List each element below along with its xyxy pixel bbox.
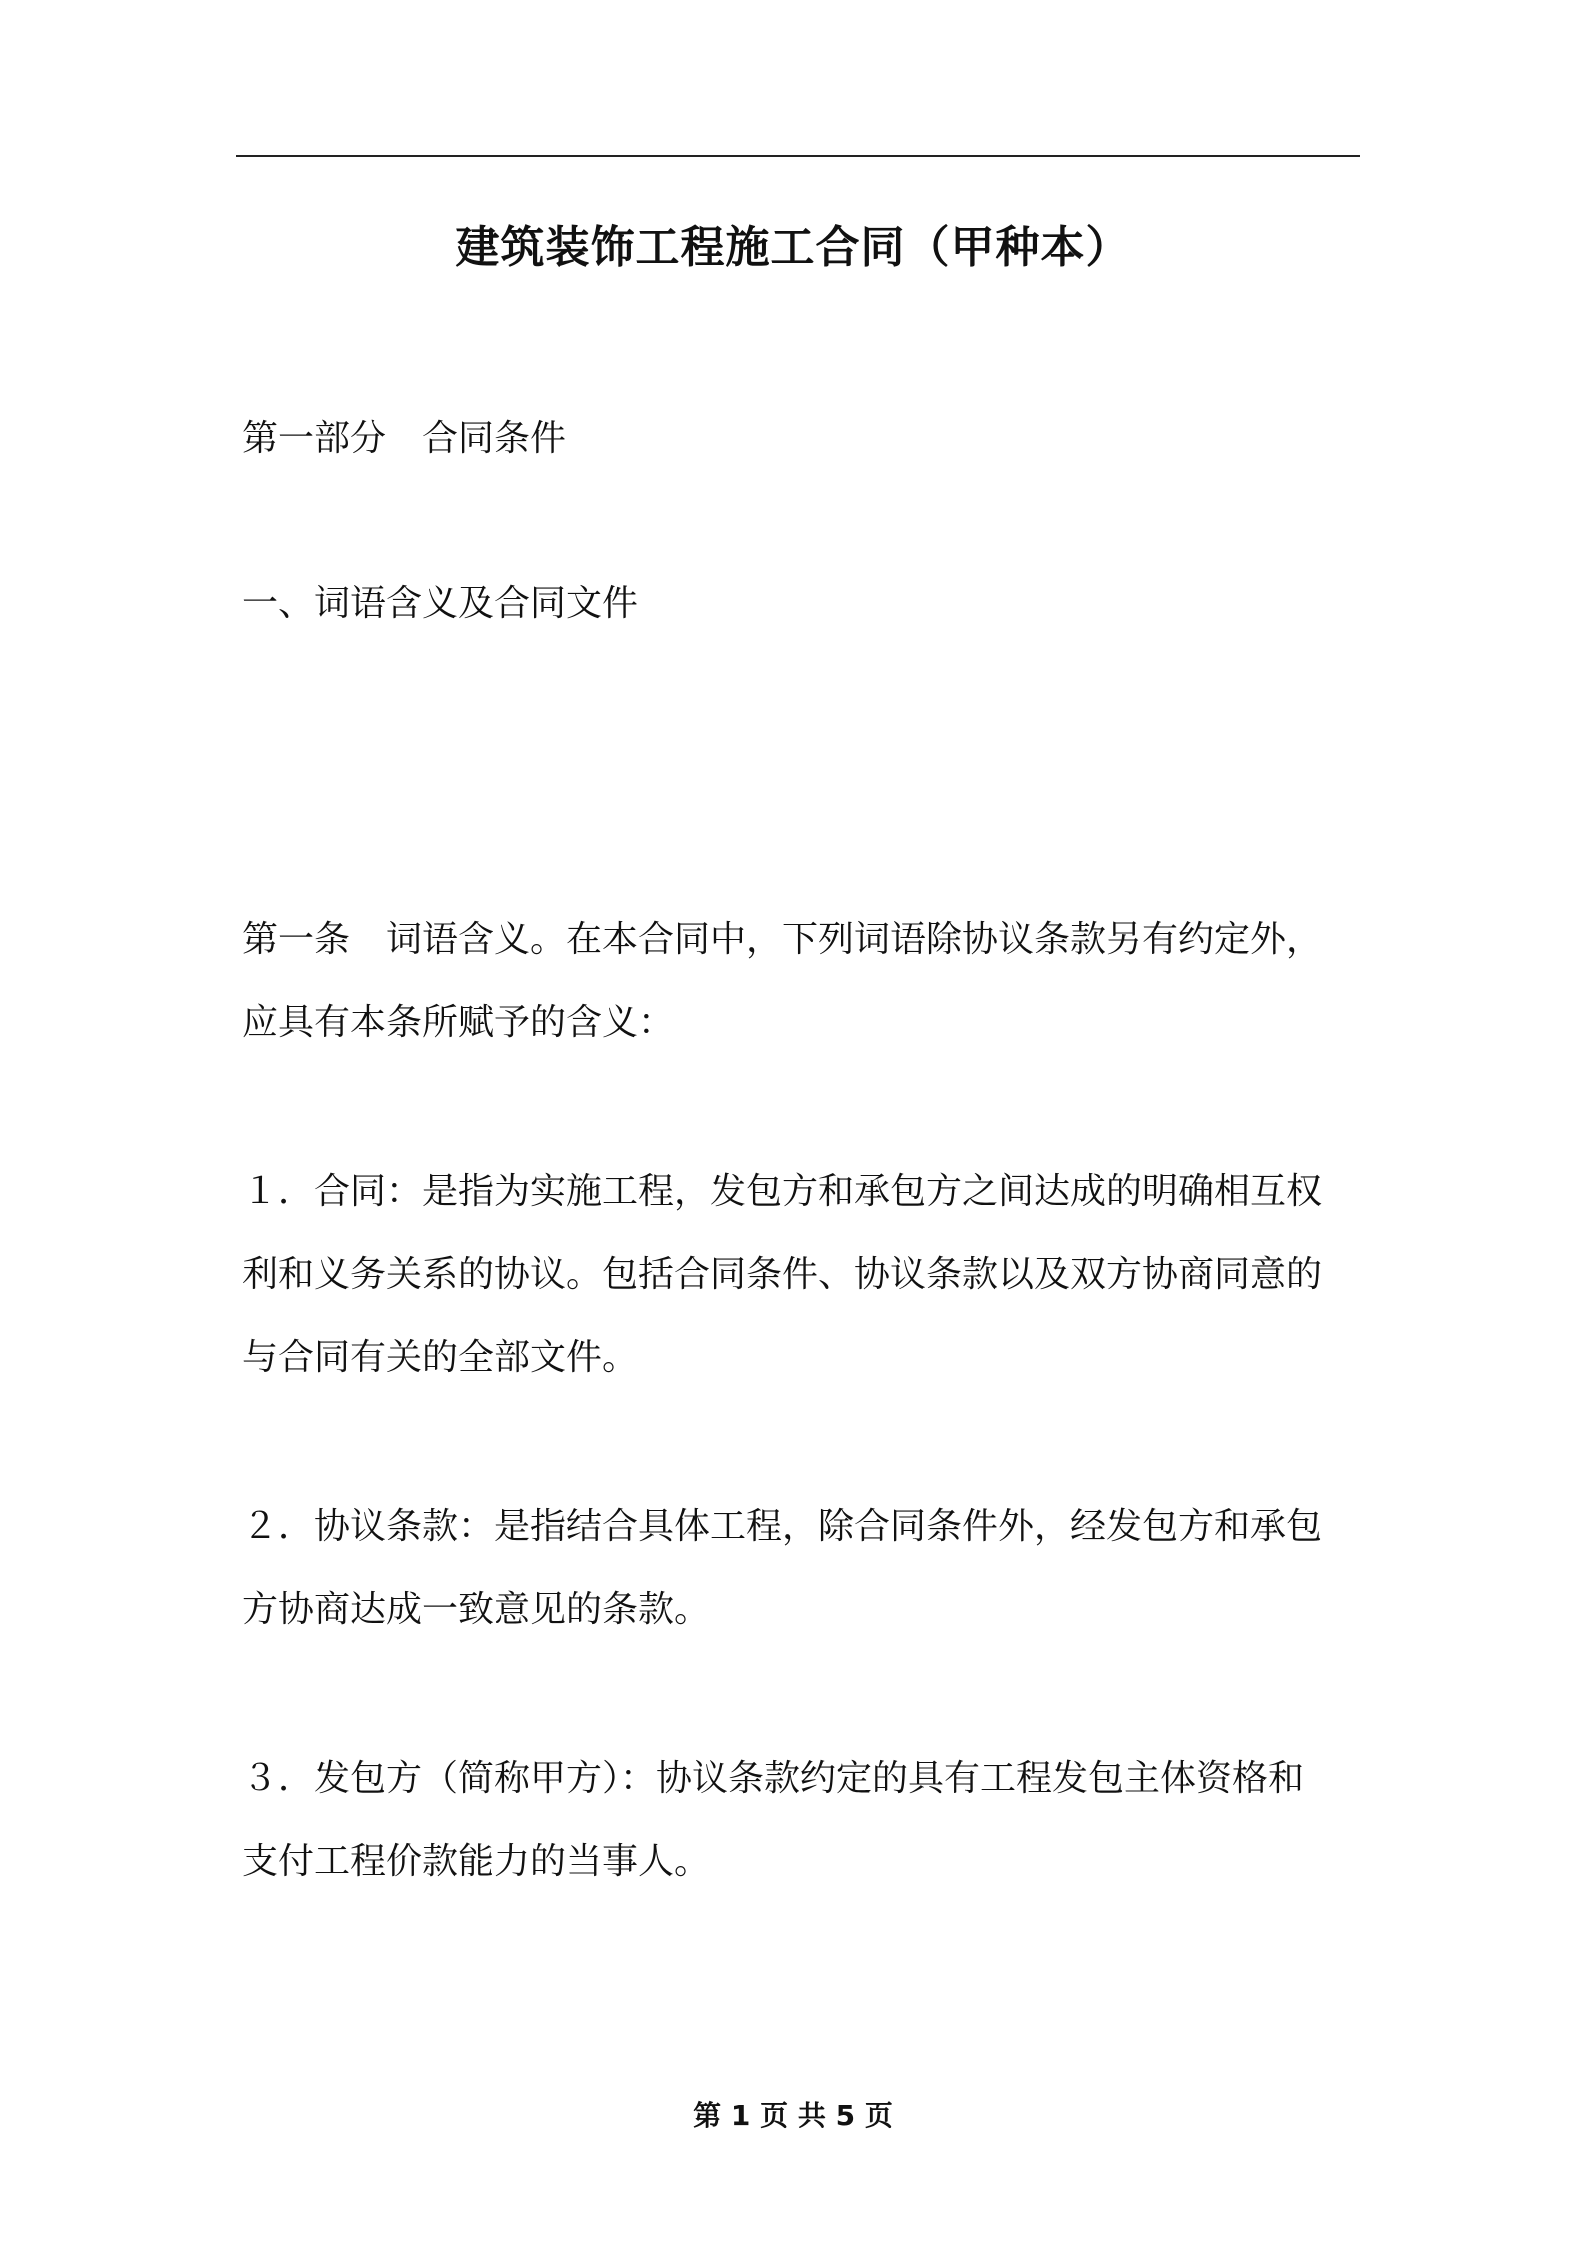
paragraph-line: １．合同：是指为实施工程，发包方和承包方之间达成的明确相互权	[242, 1171, 1323, 1212]
paragraph-line: 第一条 词语含义。在本合同中，下列词语除协议条款另有约定外，	[242, 919, 1323, 960]
part-heading: 第一部分 合同条件	[242, 418, 567, 459]
header-rule	[236, 155, 1360, 157]
paragraph-line: 利和义务关系的协议。包括合同条件、协议条款以及双方协商同意的	[242, 1254, 1323, 1295]
paragraph-line: ２．协议条款：是指结合具体工程，除合同条件外，经发包方和承包	[242, 1506, 1323, 1547]
section-heading: 一、词语含义及合同文件	[242, 583, 639, 624]
paragraph-line: 与合同有关的全部文件。	[242, 1337, 639, 1378]
paragraph-line: 方协商达成一致意见的条款。	[242, 1589, 711, 1630]
document-title: 建筑装饰工程施工合同（甲种本）	[455, 222, 1131, 273]
page-number-footer: 第 1 页 共 5 页	[693, 2099, 893, 2132]
paragraph-line: 应具有本条所赋予的含义：	[242, 1002, 675, 1043]
paragraph-line: 支付工程价款能力的当事人。	[242, 1841, 711, 1882]
paragraph-line: ３．发包方（简称甲方）：协议条款约定的具有工程发包主体资格和	[242, 1758, 1305, 1799]
